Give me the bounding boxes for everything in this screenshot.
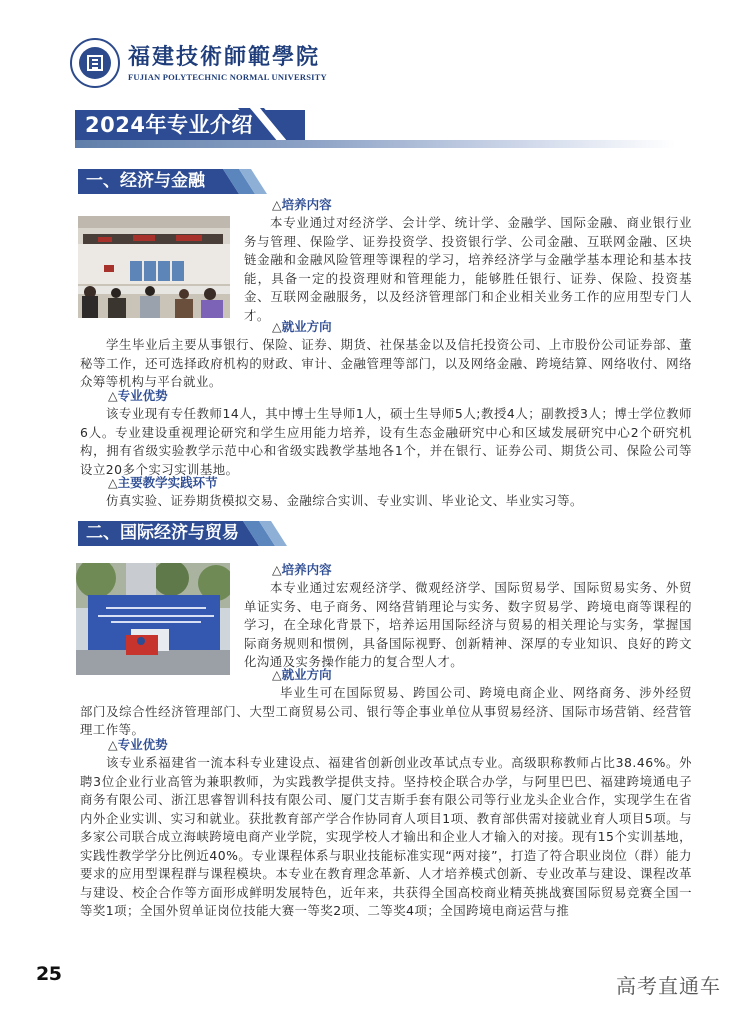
subheading-advantages: △专业优势 <box>108 388 168 403</box>
paragraph-employment: 学生毕业后主要从事银行、保险、证券、期货、社保基金以及信托投资公司、上市股份公司证券部、董秘等工作，还可选择政府机构的财政、审计、金融管理等部门，以及网络金融、跨境结算、网络收付、网络众筹等机构与平台就业。 <box>80 337 692 389</box>
school-name-cn: 福建技術師範學院 <box>128 44 321 70</box>
finance-lab-photo <box>78 216 230 318</box>
subheading-advantages: △专业优势 <box>108 737 168 752</box>
subheading-practice: △主要教学实践环节 <box>108 475 218 490</box>
triangle-marker-icon: △ <box>272 197 282 212</box>
title-underline <box>75 140 675 148</box>
page-number: 25 <box>36 963 62 985</box>
paragraph-advantages: 该专业系福建省一流本科专业建设点、福建省创新创业改革试点专业。高级职称教师占比38.46%。外聘3位企业行业高管为兼职教师，为实践教学提供支持。坚持校企联合办学，与阿里巴巴、福建跨境通电子商务有限公司、浙江思睿智训科技有限公司、厦门艾吉斯手套有限公司等行业龙头企业合作，实现学生在省内外企业实训、实习和就业。获批教育部产学合作协同育人项目1项、教育部供需对接就业育人项目5项。与多家公司联合成立海峡跨境电商产业学院，实现学校人才输出和企业人才输入的对接。现有15个实训基地，实践性教学学分比例近40%。专业课程体系与职业技能标准实现“两对接”，打造了符合职业岗位（群）能力要求的应用型课程群与课程模块。本专业在教育理念革新、人才培养模式创新、专业改革与建设、课程改革与建设、校企合作等方面形成鲜明发展特色，近年来，共获得全国高校商业精英挑战赛国际贸易竞赛全国一等奖1项；全国外贸单证岗位技能大赛一等奖2项、二等奖4项；全国跨境电商运营与推 <box>80 755 692 918</box>
university-logo <box>70 38 327 88</box>
heading-stripe-decoration <box>203 169 283 194</box>
section-heading-text: 一、经济与金融 <box>86 171 205 191</box>
watermark: 高考直通车 <box>616 974 721 998</box>
university-seal-icon <box>70 38 120 88</box>
school-name-en: FUJIAN POLYTECHNIC NORMAL UNIVERSITY <box>128 72 327 82</box>
paragraph-advantages: 该专业现有专任教师14人，其中博士生导师1人，硕士生导师5人;教授4人；副教授3人；博士学位教师6人。专业建设重视理论研究和学生应用能力培养，设有生态金融研究中心和区域发展研究中心2个研究机构，拥有省级实验教学示范中心和省级实践教学基地各1个，并在银行、证券公司、期货公司、保险公司等设立20多个实习实训基地。 <box>80 406 692 477</box>
section-heading-economics-finance <box>78 169 278 194</box>
paragraph-training-content: 本专业通过对经济学、会计学、统计学、金融学、国际金融、商业银行业务与管理、保险学、证券投资学、投资银行学、公司金融、互联网金融、区块链金融和金融风险管理等课程的学习，培养经济学与金融学基本理论和基本技能，具备一定的投资理财和管理能力，能够胜任银行、证券、保险、投资基金、互联网金融服务，以及经济管理部门和企业相关业务工作的应用型专门人才。 <box>244 215 692 323</box>
subheading-employment: △就业方向 <box>272 319 332 334</box>
paragraph-employment: 毕业生可在国际贸易、跨国公司、跨境电商企业、网络商务、涉外经贸部门及综合性经济管理部门、大型工商贸易公司、银行等企事业单位从事贸易经济、国际市场营销、经营管理工作等。 <box>80 685 692 737</box>
subheading-training-content: △培养内容 <box>272 197 332 212</box>
section-heading-international-trade <box>78 521 298 546</box>
subheading-employment: △就业方向 <box>272 667 332 682</box>
subheading-training-content: △培养内容 <box>272 562 332 577</box>
section-heading-text: 二、国际经济与贸易 <box>86 523 239 543</box>
paragraph-training-content: 本专业通过宏观经济学、微观经济学、国际贸易学、国际贸易实务、外贸单证实务、电子商务、网络营销理论与实务、数字贸易学、跨境电商等课程的学习，在全球化背景下，培养运用国际经济与贸易的相关理论与实务，掌握国际商务规则和惯例，具备国际视野、创新精神、深厚的专业知识、良好的跨文化沟通及实务操作能力的复合型人才。 <box>244 580 692 669</box>
page-title: 2024年专业介绍 <box>85 113 253 137</box>
competition-team-photo <box>76 563 230 675</box>
paragraph-practice: 仿真实验、证券期货模拟交易、金融综合实训、专业实训、毕业论文、毕业实习等。 <box>106 493 583 508</box>
